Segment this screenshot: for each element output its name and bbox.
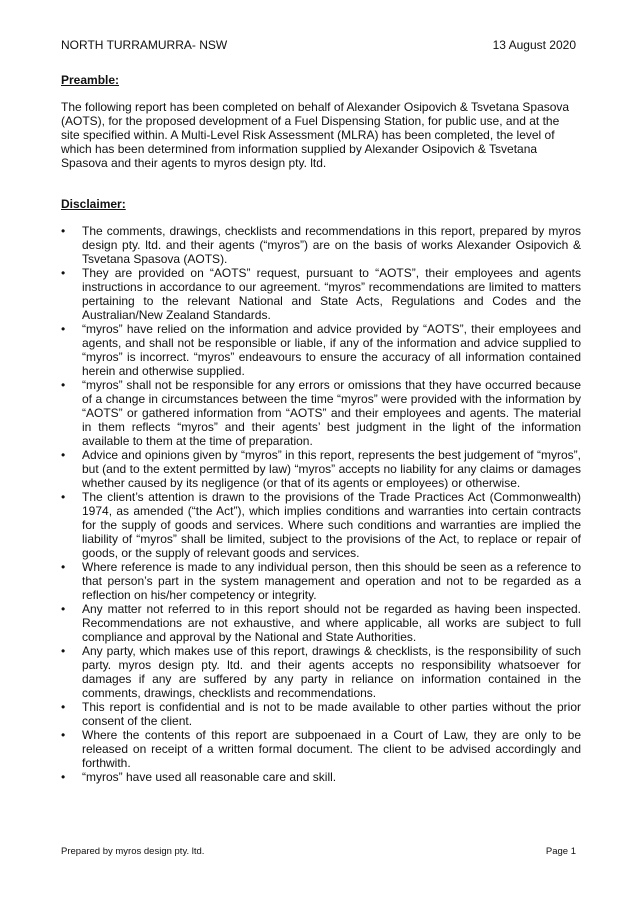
disclaimer-item xyxy=(61,448,581,490)
bullet-icon: • xyxy=(61,266,66,280)
disclaimer-item-text: Where reference is made to any individual person, then this should be seen as a reference to that person’s part in the system management and operation and not to be regarded as a reflection on his/her competency or integrity. xyxy=(82,560,581,602)
bullet-icon: • xyxy=(61,224,66,238)
disclaimer-item xyxy=(61,700,581,728)
disclaimer-item-text: “myros” shall not be responsible for any errors or omissions that they have occurred because of a change in circumstances between the time “myros” were provided with the information by “AOTS” or gathered information from “AOTS” and their employees and agents. The material in them reflects “myros” and their agents’ best judgment in the light of the information available to them at the time of preparation. xyxy=(82,378,581,448)
disclaimer-list xyxy=(61,224,581,784)
header-date: 13 August 2020 xyxy=(492,38,576,52)
disclaimer-item-text: This report is confidential and is not to be made available to other parties without the prior consent of the client. xyxy=(82,700,581,728)
disclaimer-item xyxy=(61,728,581,770)
bullet-icon: • xyxy=(61,378,66,392)
disclaimer-item-text: The client’s attention is drawn to the provisions of the Trade Practices Act (Commonwealth) 1974, as amended (“the Act”), which implies conditions and warranties into certain contracts for the supply of goods and services. Where such conditions and warranties are implied the liability of “myros” shall be limited, subject to the provisions of the Act, to replace or repair of goods, or the supply of relevant goods and services. xyxy=(82,490,581,560)
bullet-icon: • xyxy=(61,644,66,658)
disclaimer-item-text: “myros” have relied on the information and advice provided by “AOTS”, their employees and agents, and shall not be responsible or liable, if any of the information and advice supplied to “myros” is incorrect. “myros” endeavours to ensure the accuracy of all information contained herein and otherwise supplied. xyxy=(82,322,581,378)
bullet-icon: • xyxy=(61,490,66,504)
disclaimer-item-text: Any matter not referred to in this report should not be regarded as having been inspected. Recommendations are not exhaustive, and where applicable, all works are subject to full compliance and approval by the National and State Authorities. xyxy=(82,602,581,644)
disclaimer-item-text: They are provided on “AOTS” request, pursuant to “AOTS”, their employees and agents instructions in accordance to our agreement. “myros” recommendations are limited to matters pertaining to the relevant National and State Acts, Regulations and Codes and the Australian/New Zealand Standards. xyxy=(82,266,581,322)
disclaimer-item xyxy=(61,224,581,266)
bullet-icon: • xyxy=(61,560,66,574)
bullet-icon: • xyxy=(61,728,66,742)
bullet-icon: • xyxy=(61,700,66,714)
preamble-heading: Preamble: xyxy=(61,73,120,87)
disclaimer-item-text: “myros” have used all reasonable care and skill. xyxy=(82,770,337,784)
disclaimer-item-text: Any party, which makes use of this report, drawings & checklists, is the responsibility of such party. myros design pty. ltd. and their agents accepts no responsibility whatsoever for damages if any are suffered by any party in reliance on information contained in the comments, drawings, checklists and recommendations. xyxy=(82,644,581,700)
disclaimer-item-text: Advice and opinions given by “myros” in this report, represents the best judgement of “myros”, but (and to the extent permitted by law) “myros” accepts no liability for any claims or damages whether caused by its negligence (or that of its agents or employees) or otherwise. xyxy=(82,448,581,490)
preamble-text: The following report has been completed on behalf of Alexander Osipovich & Tsvetana Spasova (AOTS), for the proposed development of a Fuel Dispensing Station, for public use, and at the site specified within. A Multi-Level Risk Assessment (MLRA) has been completed, the level of which has been determined from information supplied by Alexander Osipovich & Tsvetana Spasova and their agents to myros design pty. ltd. xyxy=(61,100,570,170)
footer-prepared-by: Prepared by myros design pty. ltd. xyxy=(61,846,205,857)
disclaimer-item xyxy=(61,266,581,322)
disclaimer-item xyxy=(61,602,581,644)
disclaimer-heading: Disclaimer: xyxy=(61,197,126,211)
bullet-icon: • xyxy=(61,770,66,784)
footer-page-number: Page 1 xyxy=(545,846,576,857)
disclaimer-item xyxy=(61,770,581,784)
header-location: NORTH TURRAMURRA- NSW xyxy=(61,38,228,52)
disclaimer-item xyxy=(61,378,581,448)
bullet-icon: • xyxy=(61,602,66,616)
page-header xyxy=(61,38,576,54)
bullet-icon: • xyxy=(61,448,66,462)
bullet-icon: • xyxy=(61,322,66,336)
disclaimer-item xyxy=(61,560,581,602)
disclaimer-item xyxy=(61,322,581,378)
disclaimer-item-text: Where the contents of this report are subpoenaed in a Court of Law, they are only to be released on receipt of a written formal document. The client to be advised accordingly and forthwith. xyxy=(82,728,581,770)
disclaimer-item xyxy=(61,644,581,700)
disclaimer-item xyxy=(61,490,581,560)
disclaimer-item-text: The comments, drawings, checklists and recommendations in this report, prepared by myros design pty. ltd. and their agents (“myros”) are on the basis of works Alexander Osipovich & Tsvetana Spasova (AOTS). xyxy=(82,224,581,266)
